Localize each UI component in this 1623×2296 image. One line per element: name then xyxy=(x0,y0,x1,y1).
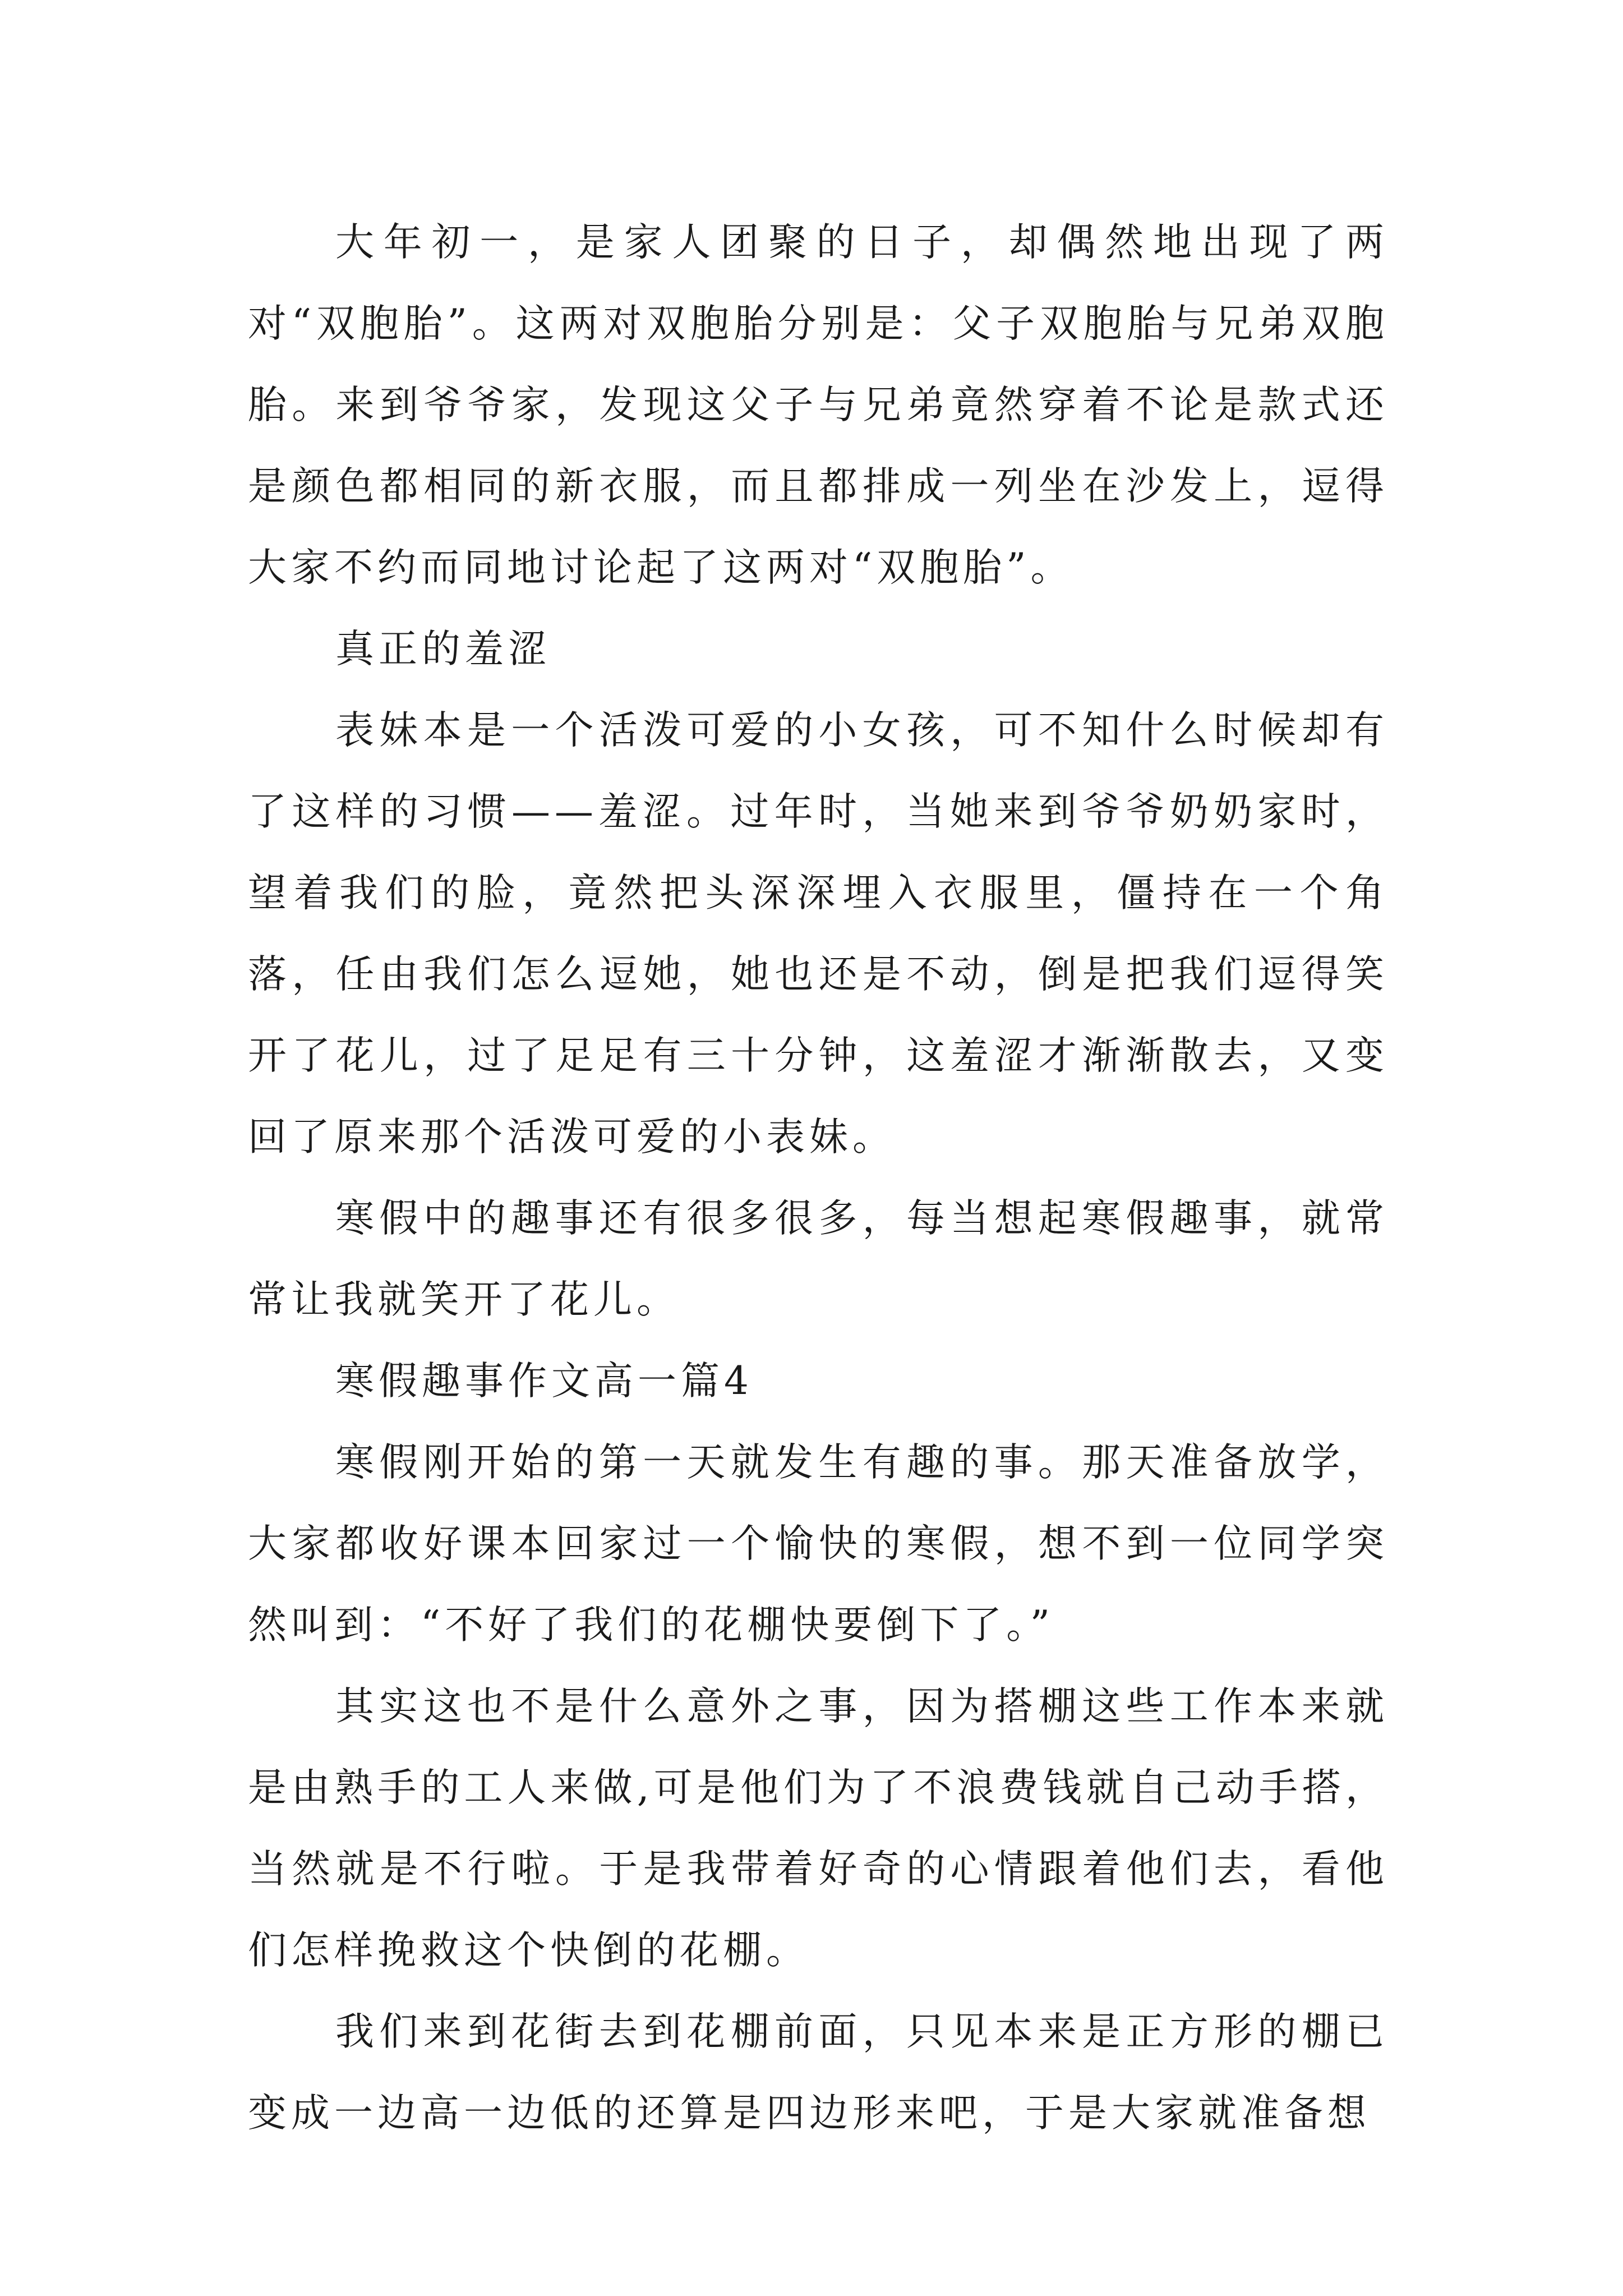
paragraph-cousin-shy: 表妹本是一个活泼可爱的小女孩，可不知什么时候却有了这样的习惯——羞涩。过年时，当她来到爷爷奶奶家时，望着我们的脸，竟然把头深深埋入衣服里，僵持在一个角落，任由我们怎么逗她，她也还是不动，倒是把我们逗得笑开了花儿，过了足足有三十分钟，这羞涩才渐渐散去，又变回了原来那个活泼可爱的小表妹。 xyxy=(248,708,1389,1159)
section-heading-shyness: 真正的羞涩 xyxy=(335,627,551,671)
paragraph-not-accident: 其实这也不是什么意外之事，因为搭棚这些工作本来就是由熟手的工人来做,可是他们为了不浪费钱就自己动手搭，当然就是不行啦。于是我带着好奇的心情跟着他们去，看他们怎样挽救这个快倒的花棚。 xyxy=(248,1684,1389,1973)
document-body xyxy=(248,202,1389,2154)
paragraph-first-day: 寒假刚开始的第一天就发生有趣的事。那天准备放学，大家都收好课本回家过一个愉快的寒假，想不到一位同学突然叫到：“不好了我们的花棚快要倒下了。” xyxy=(248,1440,1389,1648)
paragraph-more-fun: 寒假中的趣事还有很多很多，每当想起寒假趣事，就常常让我就笑开了花儿。 xyxy=(248,1196,1389,1322)
paragraph-flower-shed: 我们来到花街去到花棚前面，只见本来是正方形的棚已变成一边高一边低的还算是四边形来吧，于是大家就准备想 xyxy=(248,2009,1389,2136)
essay-title-part-4: 寒假趣事作文高一篇4 xyxy=(335,1359,753,1404)
paragraph-new-year-twins: 大年初一，是家人团聚的日子，却偶然地出现了两对“双胞胎”。这两对双胞胎分别是：父子双胞胎与兄弟双胞胎。来到爷爷家，发现这父子与兄弟竟然穿着不论是款式还是颜色都相同的新衣服，而且都排成一列坐在沙发上，逗得大家不约而同地讨论起了这两对“双胞胎”。 xyxy=(248,220,1389,590)
